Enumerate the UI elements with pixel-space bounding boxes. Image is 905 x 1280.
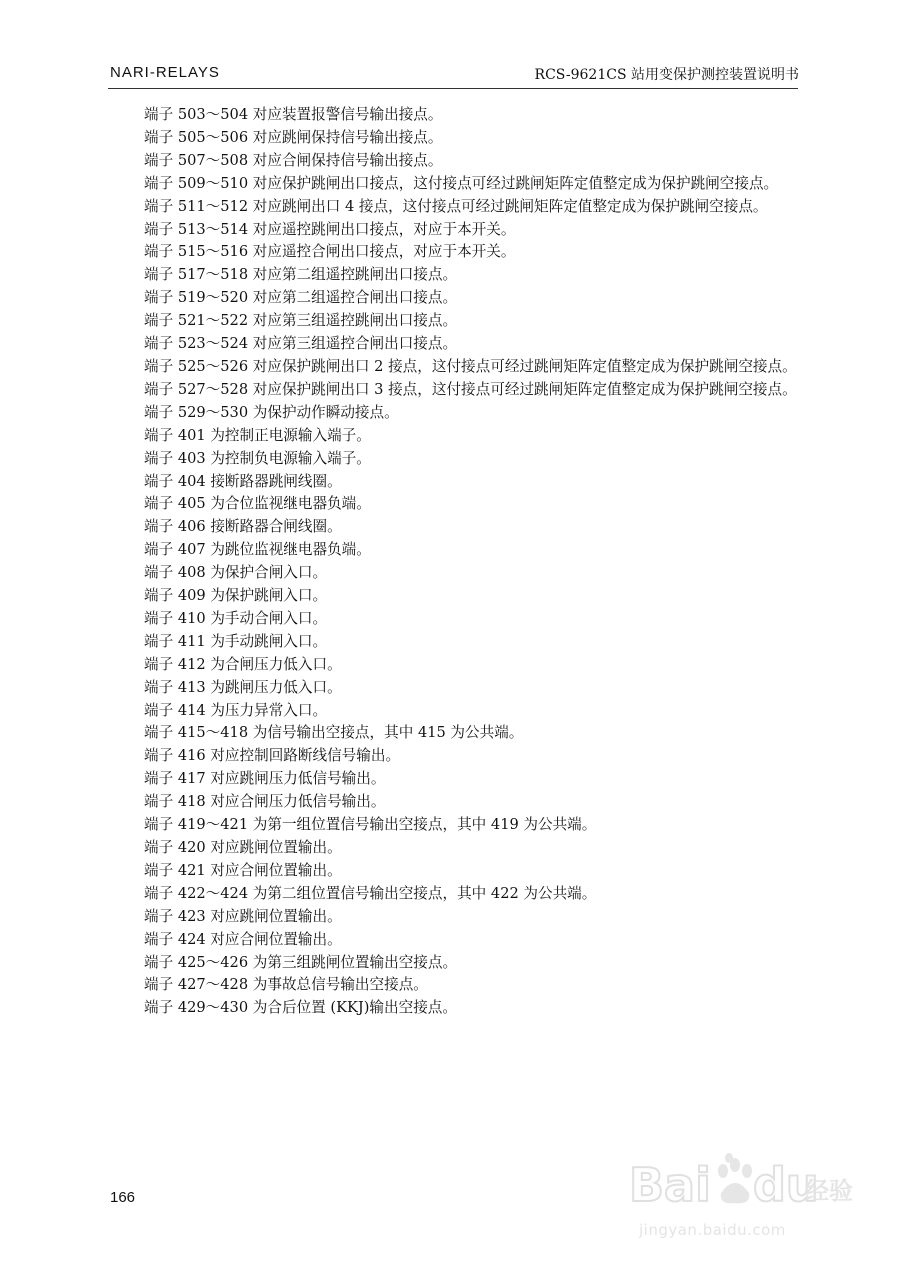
terminal-description-paragraph: 端子 416 对应控制回路断线信号输出。 [144,747,401,765]
header-brand: NARI-RELAYS [110,64,220,81]
document-body [108,104,798,1020]
watermark [625,1143,855,1253]
baidu-paw-icon [718,1153,752,1203]
terminal-description-paragraph: 端子 505～506 对应跳闸保持信号输出接点。 [144,128,443,146]
terminal-description-paragraph: 端子 515～516 对应遥控合闸出口接点，对应于本开关。 [144,243,516,261]
terminal-description-paragraph: 端子 404 接断路器跳闸线圈。 [144,472,342,490]
terminal-description-paragraph: 端子 519～520 对应第二组遥控合闸出口接点。 [144,289,458,307]
terminal-description-paragraph: 端子 412 为合闸压力低入口。 [144,655,342,673]
terminal-description-paragraph: 端子 409 为保护跳闸入口。 [144,587,328,605]
terminal-description-paragraph: 端子 403 为控制负电源输入端子。 [144,449,371,467]
terminal-description-paragraph: 端子 525～526 对应保护跳闸出口 2 接点，这付接点可经过跳闸矩阵定值整定成为保护跳闸空接点。 [144,357,797,375]
terminal-description-paragraph: 端子 410 为手动合闸入口。 [144,609,328,627]
terminal-description-paragraph: 端子 513～514 对应遥控跳闸出口接点，对应于本开关。 [144,220,516,238]
terminal-description-paragraph: 端子 420 对应跳闸位置输出。 [144,839,342,856]
terminal-description-paragraph: 端子 423 对应跳闸位置输出。 [144,907,342,925]
terminal-description-paragraph: 端子 529～530 为保护动作瞬动接点。 [144,403,399,421]
terminal-description-paragraph: 端子 408 为保护合闸入口。 [144,564,328,582]
terminal-description-paragraph: 端子 418 对应合闸压力低信号输出。 [144,793,386,811]
header-document-title: RCS-9621CS 站用变保护测控装置说明书 [534,67,799,83]
terminal-description-paragraph: 端子 414 为压力异常入口。 [144,701,328,719]
terminal-description-paragraph: 端子 413 为跳闸压力低入口。 [144,678,342,696]
terminal-description-paragraph: 端子 517～518 对应第二组遥控跳闸出口接点。 [144,266,458,284]
terminal-description-paragraph: 端子 503～504 对应装置报警信号输出接点。 [144,106,443,123]
terminal-description-paragraph: 端子 406 接断路器合闸线圈。 [144,518,342,536]
terminal-description-paragraph: 端子 507～508 对应合闸保持信号输出接点。 [144,151,443,169]
svg-text:Bai: Bai [629,1158,711,1212]
terminal-description-paragraph: 端子 415～418 为信号输出空接点，其中 415 为公共端。 [144,724,524,742]
header-divider [108,88,798,89]
terminal-description-paragraph: 端子 521～522 对应第三组遥控跳闸出口接点。 [144,312,458,330]
terminal-description-paragraph: 端子 509～510 对应保护跳闸出口接点，这付接点可经过跳闸矩阵定值整定成为保护跳闸空接点。 [144,174,779,192]
terminal-description-paragraph: 端子 427～428 为事故总信号输出空接点。 [144,976,428,994]
terminal-description-paragraph: 端子 422～424 为第二组位置信号输出空接点，其中 422 为公共端。 [144,884,597,902]
terminal-description-paragraph: 端子 511～512 对应跳闸出口 4 接点，这付接点可经过跳闸矩阵定值整定成为保护跳闸空接点。 [144,197,768,215]
watermark-logo [625,1143,855,1223]
terminal-description-paragraph: 端子 405 为合位监视继电器负端。 [144,495,371,513]
watermark-url: jingyan.baidu.com [639,1221,786,1239]
terminal-description-paragraph: 端子 523～524 对应第三组遥控合闸出口接点。 [144,335,458,353]
page-number: 166 [110,1189,136,1206]
svg-text:du: du [753,1158,819,1212]
terminal-description-paragraph: 端子 407 为跳位监视继电器负端。 [144,541,371,559]
terminal-description-paragraph: 端子 527～528 对应保护跳闸出口 3 接点，这付接点可经过跳闸矩阵定值整定成为保护跳闸空接点。 [144,380,797,398]
terminal-description-paragraph: 端子 424 对应合闸位置输出。 [144,930,342,948]
terminal-description-paragraph: 端子 425～426 为第三组跳闸位置输出空接点。 [144,953,458,971]
terminal-description-paragraph: 端子 421 对应合闸位置输出。 [144,861,342,879]
terminal-description-paragraph: 端子 417 对应跳闸压力低信号输出。 [144,770,386,788]
svg-text:经验: 经验 [805,1177,853,1205]
terminal-description-paragraph: 端子 411 为手动跳闸入口。 [144,632,328,650]
terminal-description-paragraph: 端子 419～421 为第一组位置信号输出空接点，其中 419 为公共端。 [144,816,597,834]
terminal-description-paragraph: 端子 401 为控制正电源输入端子。 [144,426,371,444]
terminal-description-paragraph: 端子 429～430 为合后位置 (KKJ)输出空接点。 [144,999,457,1017]
